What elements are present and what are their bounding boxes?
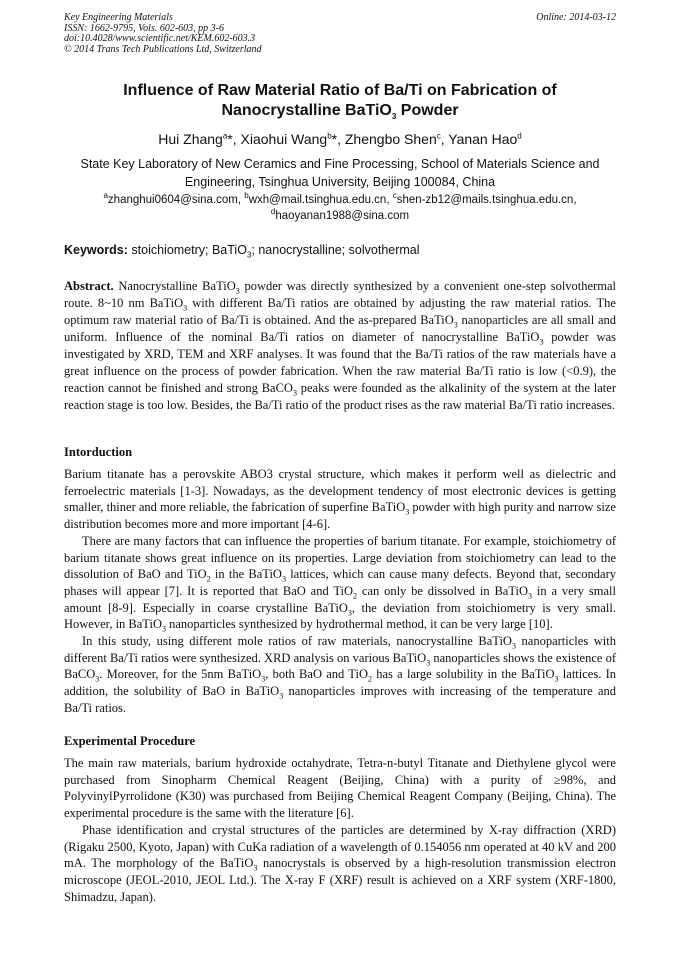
intro-paragraph-1: Barium titanate has a perovskite ABO3 crystal structure, which makes it perform well as dielectric and ferroelectric materials [1-3]. Nowadays, as the development tendency of most electronic devices is getting smaller, thiner and more reliable, the fabrication of superfine BaTiO$_3$ powder with high purity and narrow size distribution becomes more and more important [4-6]. — [64, 467, 616, 532]
keywords: Keywords: stoichiometry; BaTiO$_3$; nanocrystalline; solvothermal — [64, 243, 420, 260]
intro-body — [64, 466, 616, 717]
author-4: Yanan Hao$^d$ — [448, 131, 522, 147]
intro-paragraph-2: There are many factors that can influence the properties of barium titanate. For example, stoichiometry of barium titanate shows great influence on its properties. Large deviation from stoichiometry can lead to the dissolution of BaO and TiO$_2$ in the BaTiO$_3$ lattices, which can cause many defects. Beyond that, secondary phases will appear [7]. It is reported that BaO and TiO$_2$ can only be dissolved in BaTiO$_3$ in a very small amount [8-9]. Especially in coarse crystalline BaTiO$_3$, the deviation from stoichiometry is very small. However, in BaTiO$_3$ nanoparticles synthesized by hydrothermal method, it can be very large [10]. — [64, 533, 616, 634]
author-3: Zhengbo Shen$^c$, — [344, 131, 449, 147]
title-line-1: Influence of Raw Material Ratio of Ba/Ti on Fabrication of — [123, 82, 557, 99]
issn-line: ISSN: 1662-9795, Vols. 602-603, pp 3-6 — [64, 22, 224, 34]
experimental-paragraph-2: Phase identification and crystal structures of the particles are determined by X-ray diffraction (XRD) (Rigaku 2500, Kyoto, Japan) with CuKa radiation of a wavelength of 0.154056 nm operated at 40 kV and 200 mA. The morphology of the BaTiO$_3$ nanocrystals is observed by a high-resolution transmission electron microscope (JEOL-2010, JEOL Ltd.). The X-ray F (XRF) result is achieved on a XRF system (XRF-1800, Shimadzu, Japan). — [64, 822, 616, 904]
author-2: Xiaohui Wang$^b$*, — [240, 131, 345, 147]
email-d[interactable]: $^d$haoyanan1988@sina.com — [270, 207, 410, 222]
experimental-paragraph-1: The main raw materials, barium hydroxide octahydrate, Tetra-n-butyl Titanate and Diethylene glycol were purchased from Sinopharm Chemical Reagent (Beijing, China) with a purity of ≥98%, and PolyvinylPyrrolidone (K30) was purchased from Beijing Chemical Reagent Company (Beijing, China). The experimental procedure is the same with the literature [6]. — [64, 756, 616, 821]
online-date: Online: 2014-03-12 — [536, 12, 616, 23]
email-c[interactable]: $^c$shen-zb12@mails.tsinghua.edu.cn, — [392, 191, 577, 206]
author-emails — [64, 192, 616, 224]
email-b[interactable]: $^b$wxh@mail.tsinghua.edu.cn, — [244, 191, 393, 206]
experimental-body — [64, 755, 616, 905]
title-line-2: Nanocrystalline BaTiO$_3$ Powder — [221, 102, 459, 122]
experimental-heading: Experimental Procedure — [64, 734, 196, 748]
copyright-line: © 2014 Trans Tech Publications Ltd, Switzerland — [64, 43, 262, 55]
author-1: Hui Zhang$^a$*, — [158, 131, 241, 147]
journal-name: Key Engineering Materials — [64, 12, 173, 23]
intro-paragraph-3: In this study, using different mole ratios of raw materials, nanocrystalline BaTiO$_3$ nanoparticles with different Ba/Ti ratios were synthesized. XRD analysis on various BaTiO$_3$ nanoparticles shows the existence of BaCO$_3$. Moreover, for the 5nm BaTiO$_3$, both BaO and TiO$_2$ has a large solubility in the BaTiO$_3$ lattices. In addition, the solubility of BaO in BaTiO$_3$ nanoparticles improves with increasing of the temperature and Ba/Ti ratios. — [64, 634, 616, 715]
affiliation: State Key Laboratory of New Ceramics and Fine Processing, School of Materials Science and Engineering, Tsinghua University, Beijing 100084, China — [80, 157, 600, 189]
doi-line: doi:10.4028/www.scientific.net/KEM.602-603.3 — [64, 33, 256, 44]
journal-header — [64, 13, 616, 55]
intro-heading: Intorduction — [64, 445, 133, 459]
author-list — [64, 130, 616, 148]
abstract: Abstract. Nanocrystalline BaTiO$_3$ powder was directly synthesized by a convenient one-step solvothermal route. 8~10 nm BaTiO$_3$ with different Ba/Ti ratios are obtained by adjusting the raw material ratios. The optimum raw material ratio of Ba/Ti is obtained. And the as-prepared BaTiO$_3$ nanoparticles are all small and uniform. Influence of the nominal Ba/Ti ratios on diameter of nanocrystalline BaTiO$_3$ powder was investigated by XRD, TEM and XRF analyses. It was found that the Ba/Ti ratios of the raw materials have a great influence on the process of powder fabrication. When the raw material Ba/Ti ratio is low (<0.9), the reaction cannot be finished and strong BaCO$_3$ peaks were founded as the alkalinity of the system at the later reaction stage is too low. Besides, the Ba/Ti ratio of the product rises as the raw material Ba/Ti ratio increases. — [64, 279, 616, 412]
paper-title — [64, 81, 616, 121]
abstract-label: Abstract. — [64, 279, 114, 293]
email-a[interactable]: $^a$zhanghui0604@sina.com, — [103, 191, 245, 206]
